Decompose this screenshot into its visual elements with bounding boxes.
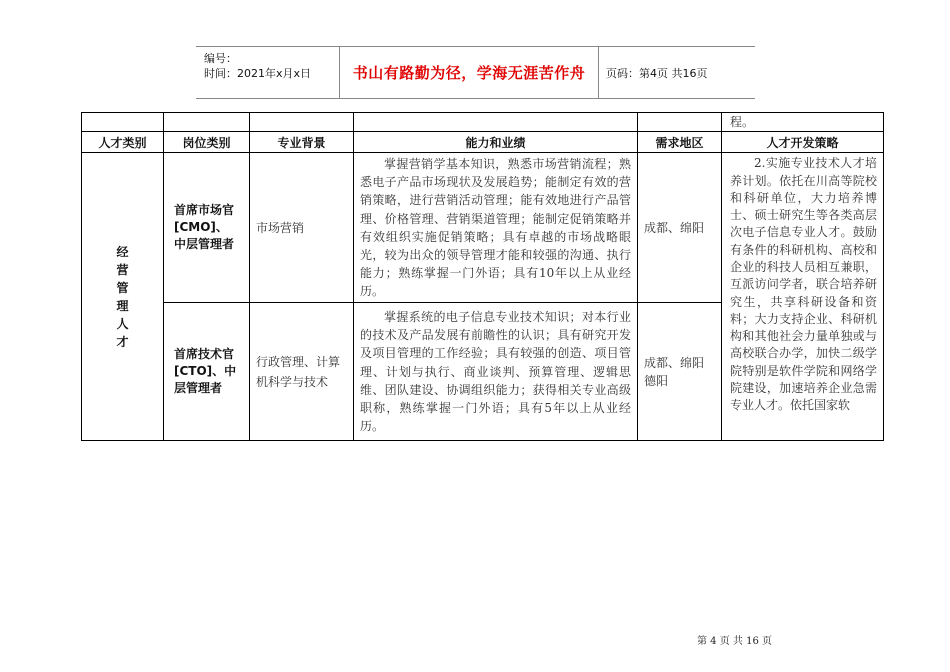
page-footer: 第 4 页 共 16 页 xyxy=(697,636,772,647)
col-header-position: 岗位类别 xyxy=(164,132,250,153)
empty-cell xyxy=(82,113,164,132)
header-meta xyxy=(204,51,311,81)
col-header-region: 需求地区 xyxy=(638,132,722,153)
carry-over-row xyxy=(82,113,884,132)
col-header-strategy: 人才开发策略 xyxy=(722,132,884,153)
category-cell xyxy=(82,153,164,441)
category-char: 营 xyxy=(116,262,129,277)
ability-cell: 掌握系统的电子信息专业技术知识；对本行业的技术及产品发展有前瞻性的认识；具有研究开发及项目管理的工作经验；具有较强的创造、项目管理、计划与执行、商业谈判、预算管理、逻辑思维、团队建设、协调组织能力；获得相关专业高级职称，熟练掌握一门外语；具有5年以上从业经历。 xyxy=(354,303,638,441)
region-cell: 成都、绵阳 xyxy=(638,153,722,303)
empty-cell xyxy=(250,113,354,132)
category-char: 理 xyxy=(116,298,129,313)
col-header-background: 专业背景 xyxy=(250,132,354,153)
header-row xyxy=(82,132,884,153)
talent-table xyxy=(81,112,884,441)
col-header-ability: 能力和业绩 xyxy=(354,132,638,153)
doc-number-label: 编号： xyxy=(204,52,237,65)
empty-cell xyxy=(164,113,250,132)
strategy-cell xyxy=(722,153,884,441)
strategy-text: 2.实施专业技术人才培养计划。依托在川高等院校和科研单位，大力培养博士、硕士研究生等各类高层次电子信息专业人才。鼓励有条件的科研机构、高校和企业的科技人员相互兼职，互派访问学者，联合培养研究生，共享科研设备和资料；大力支持企业、科研机构和其他社会力量单独或与高校联合办学，加快二级学院特别是软件学院和网络学院建设，加速培养企业急需专业人才。依托国家软 xyxy=(730,156,877,413)
header-page-label: 页码：第4页 共16页 xyxy=(606,66,708,80)
background-cell: 市场营销 xyxy=(250,153,354,303)
empty-cell xyxy=(354,113,638,132)
doc-time-label: 时间：2021年x月x日 xyxy=(204,67,312,80)
ability-cell: 掌握营销学基本知识，熟悉市场营销流程；熟悉电子产品市场现状及发展趋势；能制定有效的营销策略，进行营销活动管理；能有效地进行产品管理、价格管理、营销渠道管理；能制定促销策略并有效组织实施促销策略；具有卓越的市场战略眼光，较为出众的领导管理才能和较强的沟通、执行能力；熟练掌握一门外语；具有10年以上从业经历。 xyxy=(354,153,638,303)
header-motto: 书山有路勤为径，学海无涯苦作舟 xyxy=(339,47,599,98)
region-cell: 成都、绵阳德阳 xyxy=(638,303,722,441)
empty-cell xyxy=(638,113,722,132)
position-cell: 首席技术官[CTO]、中层管理者 xyxy=(164,303,250,441)
position-cell: 首席市场官[CMO]、中层管理者 xyxy=(164,153,250,303)
category-char: 人 xyxy=(116,316,129,331)
carry-over-text: 程。 xyxy=(722,113,884,132)
table-row xyxy=(82,153,884,303)
page-header xyxy=(196,46,755,99)
category-char: 管 xyxy=(116,280,129,295)
col-header-category: 人才类别 xyxy=(82,132,164,153)
category-char: 才 xyxy=(116,334,129,349)
category-char: 经 xyxy=(116,244,129,259)
background-cell: 行政管理、计算机科学与技术 xyxy=(250,303,354,441)
